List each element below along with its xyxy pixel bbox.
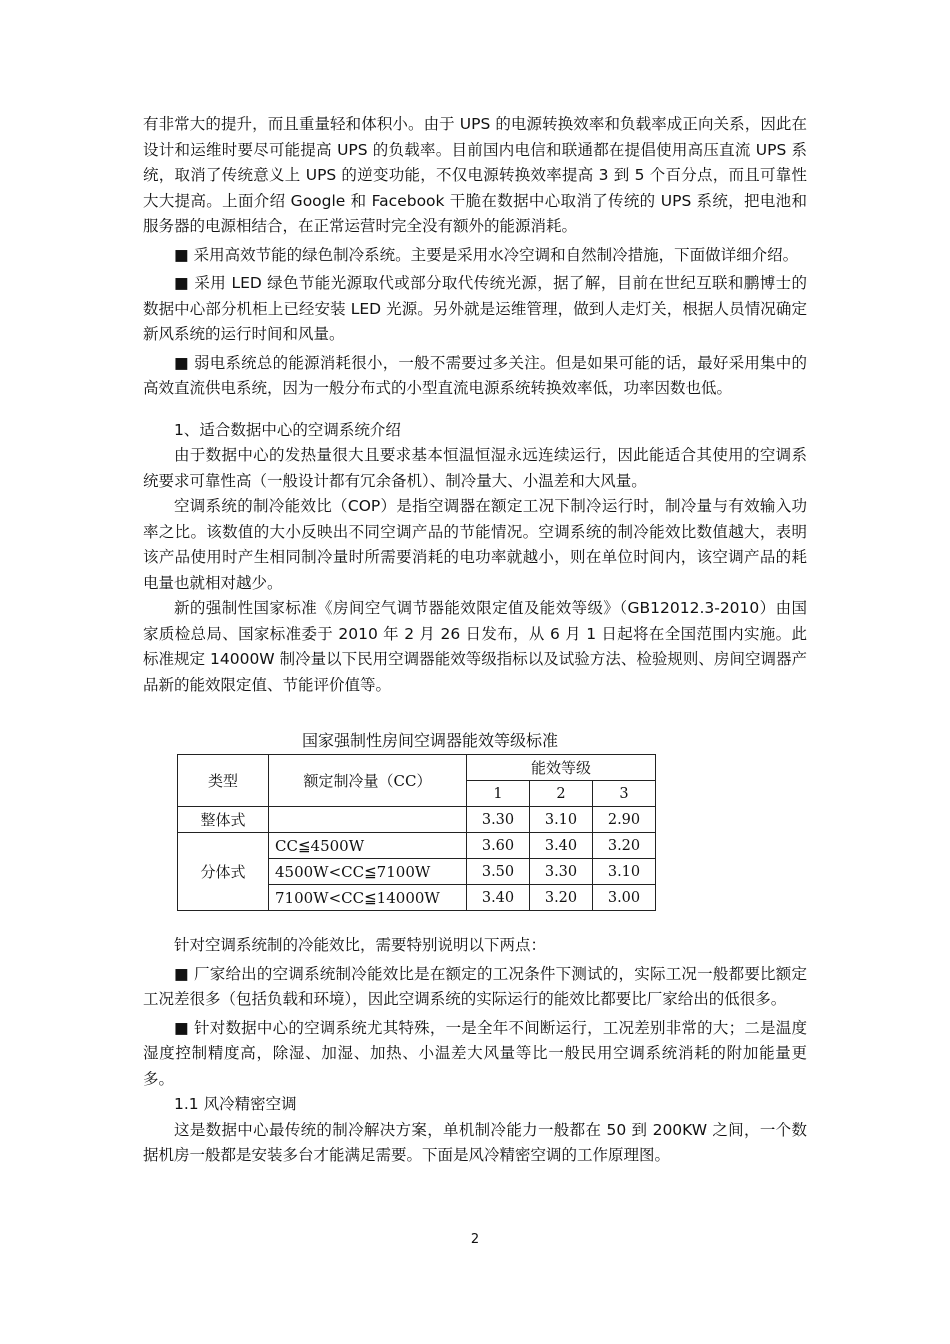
row-capacity <box>269 807 467 833</box>
row-value: 3.10 <box>530 807 593 833</box>
grade-3: 3 <box>593 781 656 807</box>
row-value: 3.10 <box>593 859 656 885</box>
row-value: 2.90 <box>593 807 656 833</box>
bullet-weak-current: ■ 弱电系统总的能源消耗很小，一般不需要过多关注。但是如果可能的话，最好采用集中的高效直流供电系统，因为一般分布式的小型直流电源系统转换效率低，功率因数也低。 <box>143 353 807 397</box>
paragraph-standard: 新的强制性国家标准《房间空气调节器能效限定值及能效等级》（GB12012.3-2010）由国家质检总局、国家标准委于 2010 年 2 月 26 日发布，从 6 月 1 日起将在全国范围内实施。此标准规定 14000W 制冷量以下民用空调器能效等级指标以及试验方法、检验规则、房间空调器产品新的能效限定值、节能评价值等。 <box>143 599 807 694</box>
row-value: 3.30 <box>530 859 593 885</box>
grade-1: 1 <box>467 781 530 807</box>
table-row <box>178 807 656 833</box>
paragraph-notes-intro: 针对空调系统制的冷能效比，需要特别说明以下两点： <box>174 936 547 954</box>
row-capacity: 7100W<CC≦14000W <box>269 885 467 911</box>
row-value: 3.40 <box>530 833 593 859</box>
row-value: 3.20 <box>593 833 656 859</box>
subsection-heading: 1.1 风冷精密空调 <box>174 1095 297 1113</box>
paragraph-heat: 由于数据中心的发热量很大且要求基本恒温恒湿永远连续运行，因此能适合其使用的空调系统要求可靠性高（一般设计都有冗余备机）、制冷量大、小温差和大风量。 <box>143 446 807 490</box>
header-grade: 能效等级 <box>467 755 656 781</box>
bullet-cooling: ■ 采用高效节能的绿色制冷系统。主要是采用水冷空调和自然制冷措施，下面做详细介绍。 <box>174 245 799 264</box>
document-page <box>143 112 807 1169</box>
bullet-led: ■ 采用 LED 绿色节能光源取代或部分取代传统光源，据了解，目前在世纪互联和鹏博士的数据中心部分机柜上已经安装 LED 光源。另外就是运维管理，做到人走灯关，根据人员情况确定新风系统的运行时间和风量。 <box>143 274 807 343</box>
row-type: 分体式 <box>178 833 269 911</box>
row-value: 3.60 <box>467 833 530 859</box>
table-row <box>178 833 656 859</box>
row-value: 3.00 <box>593 885 656 911</box>
paragraph-air-cooled: 这是数据中心最传统的制冷解决方案，单机制冷能力一般都在 50 到 200KW 之间，一个数据机房一般都是安装多台才能满足需要。下面是风冷精密空调的工作原理图。 <box>143 1120 807 1164</box>
header-capacity: 额定制冷量（CC） <box>269 755 467 807</box>
row-value: 3.50 <box>467 859 530 885</box>
header-type: 类型 <box>178 755 269 807</box>
table-caption: 国家强制性房间空调器能效等级标准 <box>301 731 558 750</box>
row-capacity: 4500W<CC≦7100W <box>269 859 467 885</box>
row-value: 3.20 <box>530 885 593 911</box>
row-value: 3.30 <box>467 807 530 833</box>
row-capacity: CC≦4500W <box>269 833 467 859</box>
row-value: 3.40 <box>467 885 530 911</box>
paragraph-cop: 空调系统的制冷能效比（COP）是指空调器在额定工况下制冷运行时，制冷量与有效输入功率之比。该数值的大小反映出不同空调产品的节能情况。空调系统的制冷能效比数值越大，表明该产品使用时产生相同制冷量时所需要消耗的电功率就越小，则在单位时间内，该空调产品的耗电量也就相对越少。 <box>143 497 807 592</box>
row-type: 整体式 <box>178 807 269 833</box>
section-heading: 1、适合数据中心的空调系统介绍 <box>174 420 401 439</box>
efficiency-table <box>177 754 656 911</box>
bullet-rated-conditions: ■ 厂家给出的空调系统制冷能效比是在额定的工况条件下测试的，实际工况一般都要比额定工况差很多（包括负载和环境），因此空调系统的实际运行的能效比都要比厂家给出的低很多。 <box>143 964 807 1008</box>
page-number: 2 <box>470 1232 480 1247</box>
bullet-datacenter-special: ■ 针对数据中心的空调系统尤其特殊，一是全年不间断运行，工况差别非常的大；二是温度湿度控制精度高，除湿、加湿、加热、小温差大风量等比一般民用空调系统消耗的附加能量更多。 <box>143 1018 807 1088</box>
grade-2: 2 <box>530 781 593 807</box>
paragraph-ups: 有非常大的提升，而且重量轻和体积小。由于 UPS 的电源转换效率和负载率成正向关系，因此在设计和运维时要尽可能提高 UPS 的负载率。目前国内电信和联通都在提倡使用高压直流 UPS 系统，取消了传统意义上 UPS 的逆变功能，不仅电源转换效率提高 3 到 5 个百分点，而且可靠性大大提高。上面介绍 Google 和 Facebook 干脆在数据中心取消了传统的 UPS 系统，把电池和服务器的电源相结合，在正常运营时完全没有额外的能源消耗。 <box>143 115 807 235</box>
